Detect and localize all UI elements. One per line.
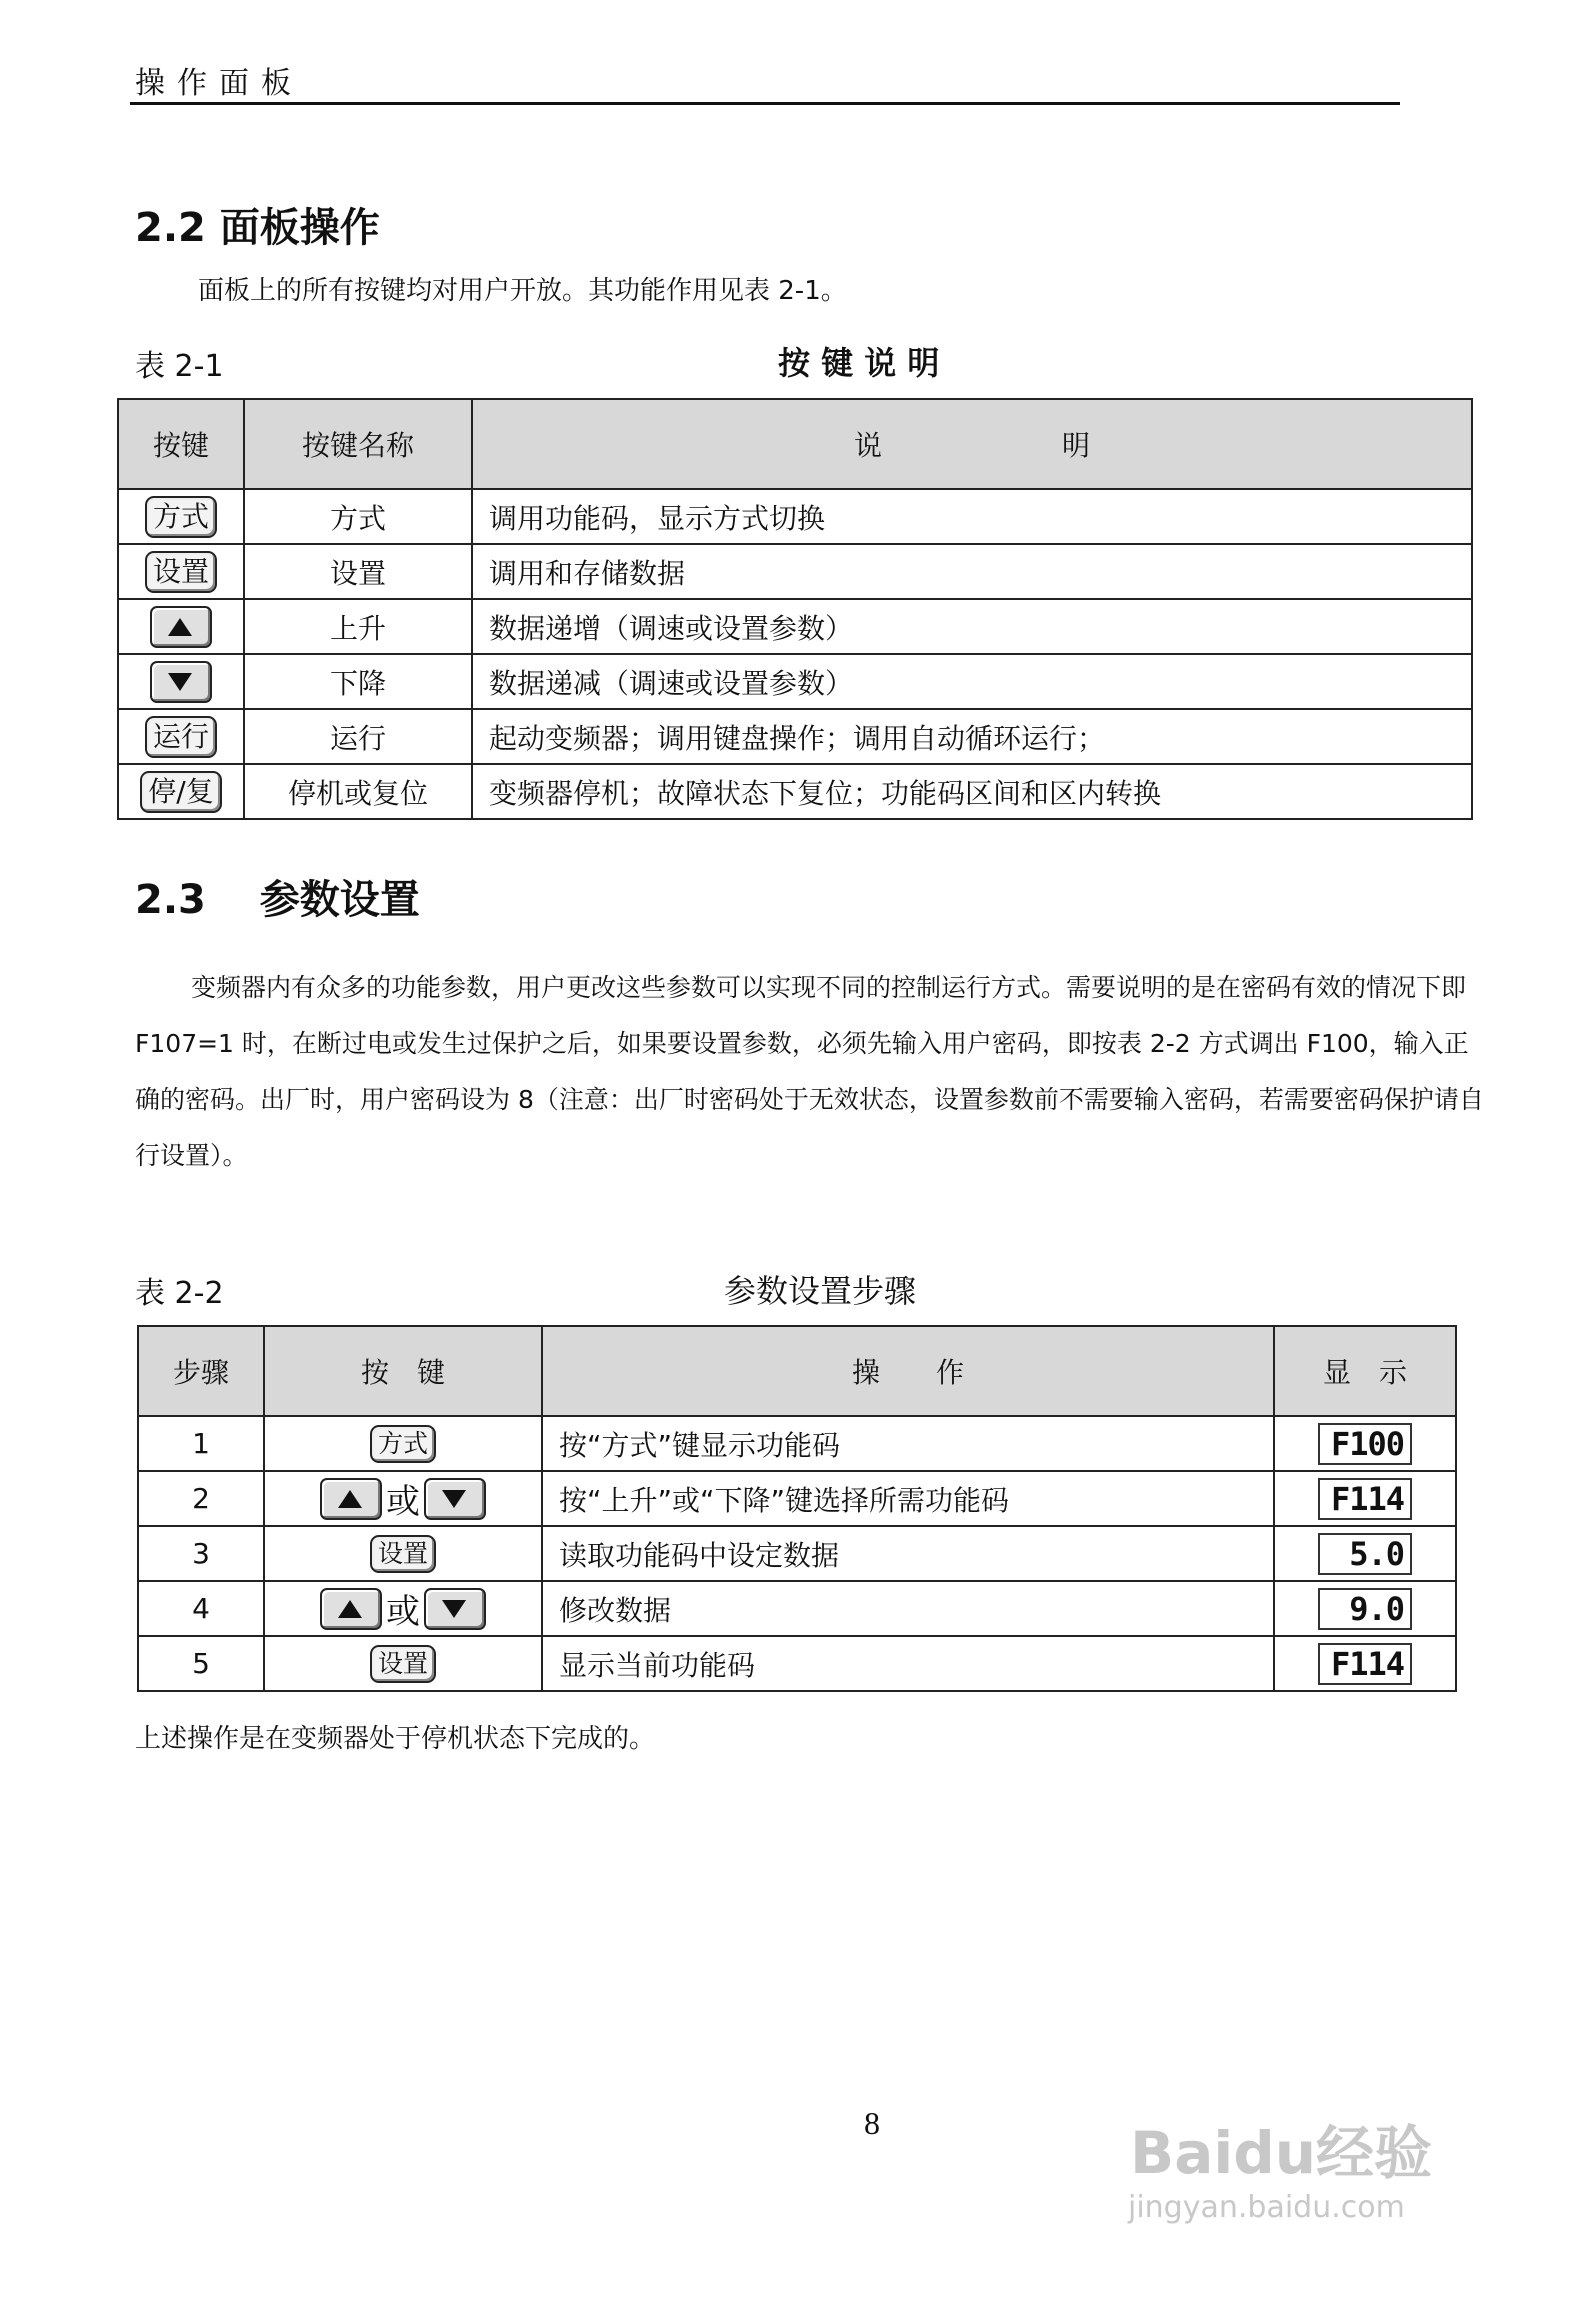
table-header-row bbox=[138, 1326, 1456, 1416]
stop-reset-key-icon: 停/复 bbox=[140, 771, 221, 813]
step-number: 2 bbox=[138, 1471, 264, 1526]
lcd-display: F114 bbox=[1318, 1643, 1412, 1685]
col-step: 步骤 bbox=[138, 1326, 264, 1416]
up-arrow-key-icon bbox=[320, 1478, 382, 1520]
key-description-table bbox=[117, 398, 1473, 820]
mode-key-icon: 方式 bbox=[145, 496, 217, 538]
table-row bbox=[138, 1416, 1456, 1471]
lcd-display: F100 bbox=[1318, 1423, 1412, 1465]
key-desc: 调用和存储数据 bbox=[472, 544, 1472, 599]
set-key-icon: 设置 bbox=[370, 1535, 436, 1573]
step-operation: 显示当前功能码 bbox=[542, 1636, 1274, 1691]
step-operation: 按“上升”或“下降”键选择所需功能码 bbox=[542, 1471, 1274, 1526]
col-operation: 操 作 bbox=[542, 1326, 1274, 1416]
table-row bbox=[118, 764, 1472, 819]
key-desc: 数据递增（调速或设置参数） bbox=[472, 599, 1472, 654]
key-desc: 调用功能码，显示方式切换 bbox=[472, 489, 1472, 544]
down-arrow-key-icon bbox=[424, 1478, 486, 1520]
lcd-display: 9.0 bbox=[1318, 1588, 1412, 1630]
table-row bbox=[118, 489, 1472, 544]
col-description-part2: 明 bbox=[1062, 429, 1091, 462]
section-2-3-paragraph: 变频器内有众多的功能参数，用户更改这些参数可以实现不同的控制运行方式。需要说明的是在密码有效的情况下即 F107=1 时，在断过电或发生过保护之后，如果要设置参数，必须先输入用户密码，即按表 2-2 方式调出 F100，输入正确的密码。出厂时，用户密码设为 8（注意：出厂时密码处于无效状态，设置参数前不需要输入密码，若需要密码保护请自行设置）。 bbox=[135, 973, 1484, 1170]
step-number: 5 bbox=[138, 1636, 264, 1691]
key-name: 方式 bbox=[244, 489, 472, 544]
key-name: 停机或复位 bbox=[244, 764, 472, 819]
col-key-name: 按键名称 bbox=[244, 399, 472, 489]
col-description bbox=[472, 399, 1472, 489]
key-name: 运行 bbox=[244, 709, 472, 764]
col-display: 显 示 bbox=[1274, 1326, 1456, 1416]
watermark-logo: Baidu经验 bbox=[1130, 2119, 1433, 2187]
step-operation: 修改数据 bbox=[542, 1581, 1274, 1636]
parameter-steps-table bbox=[137, 1325, 1457, 1692]
key-desc: 数据递减（调速或设置参数） bbox=[472, 654, 1472, 709]
table-row bbox=[138, 1581, 1456, 1636]
col-key: 按 键 bbox=[264, 1326, 542, 1416]
key-name: 上升 bbox=[244, 599, 472, 654]
up-arrow-key-icon bbox=[320, 1588, 382, 1630]
watermark-url: jingyan.baidu.com bbox=[1128, 2190, 1405, 2225]
key-name: 下降 bbox=[244, 654, 472, 709]
run-key-icon: 运行 bbox=[145, 716, 217, 758]
up-arrow-key-icon bbox=[150, 606, 212, 648]
header-rule bbox=[130, 102, 1400, 105]
table-header-row bbox=[118, 399, 1472, 489]
lcd-display: 5.0 bbox=[1318, 1533, 1412, 1575]
running-header: 操作面板 bbox=[135, 66, 303, 101]
table-2-1-title: 按 键 说 明 bbox=[778, 344, 940, 382]
table-row bbox=[138, 1471, 1456, 1526]
section-2-3-title: 参数设置 bbox=[259, 877, 420, 923]
table-2-2-title: 参数设置步骤 bbox=[724, 1272, 917, 1310]
col-key: 按键 bbox=[118, 399, 244, 489]
table-row bbox=[118, 599, 1472, 654]
table-row bbox=[138, 1636, 1456, 1691]
or-text: 或 bbox=[386, 1592, 420, 1632]
section-2-3-number: 2.3 bbox=[135, 877, 206, 923]
page-number: 8 bbox=[864, 2105, 880, 2141]
step-operation: 按“方式”键显示功能码 bbox=[542, 1416, 1274, 1471]
col-description-part1: 说 bbox=[853, 429, 882, 462]
table-row bbox=[118, 709, 1472, 764]
down-arrow-key-icon bbox=[424, 1588, 486, 1630]
step-number: 1 bbox=[138, 1416, 264, 1471]
table-2-2-label: 表 2-2 bbox=[135, 1276, 224, 1311]
table-2-1-label: 表 2-1 bbox=[135, 349, 224, 384]
key-desc: 变频器停机；故障状态下复位；功能码区间和区内转换 bbox=[472, 764, 1472, 819]
table-row bbox=[138, 1526, 1456, 1581]
step-number: 3 bbox=[138, 1526, 264, 1581]
step-number: 4 bbox=[138, 1581, 264, 1636]
mode-key-icon: 方式 bbox=[370, 1425, 436, 1463]
step-operation: 读取功能码中设定数据 bbox=[542, 1526, 1274, 1581]
down-arrow-key-icon bbox=[150, 661, 212, 703]
set-key-icon: 设置 bbox=[370, 1645, 436, 1683]
lcd-display: F114 bbox=[1318, 1478, 1412, 1520]
key-desc: 起动变频器；调用键盘操作；调用自动循环运行； bbox=[472, 709, 1472, 764]
set-key-icon: 设置 bbox=[145, 551, 217, 593]
table-row bbox=[118, 544, 1472, 599]
table-row bbox=[118, 654, 1472, 709]
section-2-2-heading: 2.2 面板操作 bbox=[135, 205, 380, 251]
key-name: 设置 bbox=[244, 544, 472, 599]
section-2-2-intro: 面板上的所有按键均对用户开放。其功能作用见表 2-1。 bbox=[198, 276, 847, 306]
section-2-3-heading bbox=[135, 868, 420, 925]
or-text: 或 bbox=[386, 1482, 420, 1522]
table-note: 上述操作是在变频器处于停机状态下完成的。 bbox=[135, 1724, 656, 1754]
